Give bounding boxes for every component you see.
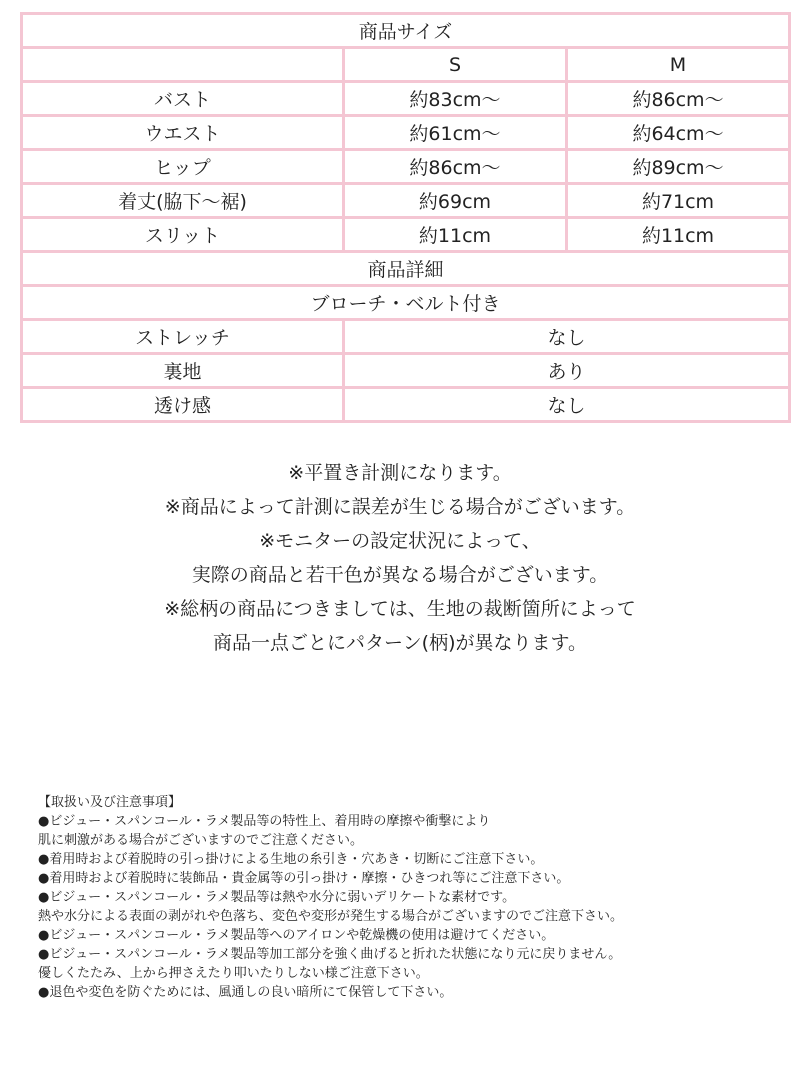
row-value: あり	[344, 354, 790, 388]
detail-title-row	[22, 252, 790, 286]
size-header-m: M	[567, 48, 790, 82]
care-line: ●ビジュー・スパンコール・ラメ製品等は熱や水分に弱いデリケートな素材です。	[38, 890, 516, 905]
care-instructions	[38, 793, 788, 1002]
table-row	[22, 82, 790, 116]
cell-s: 約11cm	[344, 218, 567, 252]
care-line: ●着用時および着脱時の引っ掛けによる生地の糸引き・穴あき・切断にご注意下さい。	[38, 852, 544, 867]
cell-s: 約83cm～	[344, 82, 567, 116]
row-label: ウエスト	[22, 116, 344, 150]
row-value: なし	[344, 320, 790, 354]
row-label: 裏地	[22, 354, 344, 388]
cell-s: 約69cm	[344, 184, 567, 218]
table-row	[22, 184, 790, 218]
table-row	[22, 320, 790, 354]
care-line: ●着用時および着脱時に装飾品・貴金属等の引っ掛け・摩擦・ひきつれ等にご注意下さい。	[38, 871, 570, 886]
row-label: ストレッチ	[22, 320, 344, 354]
detail-feature-row	[22, 286, 790, 320]
cell-m: 約89cm～	[567, 150, 790, 184]
note-line: ※総柄の商品につきましては、生地の裁断箇所によって	[164, 598, 636, 620]
care-line: 熱や水分による表面の剥がれや色落ち、変色や変形が発生する場合がございますのでご注意下さい。	[38, 909, 624, 924]
note-line: ※平置き計測になります。	[288, 462, 512, 484]
care-line: 肌に刺激がある場合がございますのでご注意ください。	[38, 833, 364, 848]
row-value: なし	[344, 388, 790, 422]
table-row	[22, 218, 790, 252]
note-line: ※商品によって計測に誤差が生じる場合がございます。	[164, 496, 636, 518]
size-header-row	[22, 48, 790, 82]
table-row	[22, 354, 790, 388]
care-line: ●ビジュー・スパンコール・ラメ製品等の特性上、着用時の摩擦や衝撃により	[38, 814, 491, 829]
care-line: 優しくたたみ、上から押さえたり叩いたりしない様ご注意下さい。	[38, 966, 429, 981]
cell-m: 約64cm～	[567, 116, 790, 150]
care-line: ●ビジュー・スパンコール・ラメ製品等へのアイロンや乾燥機の使用は避けてください。	[38, 928, 555, 943]
product-spec-table	[20, 12, 791, 423]
row-label: 透け感	[22, 388, 344, 422]
cell-m: 約71cm	[567, 184, 790, 218]
cell-s: 約61cm～	[344, 116, 567, 150]
size-table-title: 商品サイズ	[22, 14, 790, 48]
size-header-s: S	[344, 48, 567, 82]
care-line: ●ビジュー・スパンコール・ラメ製品等加工部分を強く曲げると折れた状態になり元に戻りません。	[38, 947, 622, 962]
row-label: バスト	[22, 82, 344, 116]
detail-feature: ブローチ・ベルト付き	[22, 286, 790, 320]
row-label: 着丈(脇下～裾)	[22, 184, 344, 218]
note-line: 商品一点ごとにパターン(柄)が異なります。	[213, 632, 587, 654]
cell-m: 約86cm～	[567, 82, 790, 116]
size-title-row	[22, 14, 790, 48]
detail-table-title: 商品詳細	[22, 252, 790, 286]
row-label: ヒップ	[22, 150, 344, 184]
table-row	[22, 116, 790, 150]
table-row	[22, 150, 790, 184]
measurement-notes	[0, 456, 800, 660]
care-heading: 【取扱い及び注意事項】	[38, 795, 182, 810]
note-line: 実際の商品と若干色が異なる場合がございます。	[191, 564, 609, 586]
cell-s: 約86cm～	[344, 150, 567, 184]
row-label: スリット	[22, 218, 344, 252]
table-row	[22, 388, 790, 422]
note-line: ※モニターの設定状況によって、	[259, 530, 541, 552]
size-header-blank	[22, 48, 344, 82]
cell-m: 約11cm	[567, 218, 790, 252]
care-line: ●退色や変色を防ぐためには、風通しの良い暗所にて保管して下さい。	[38, 985, 453, 1000]
